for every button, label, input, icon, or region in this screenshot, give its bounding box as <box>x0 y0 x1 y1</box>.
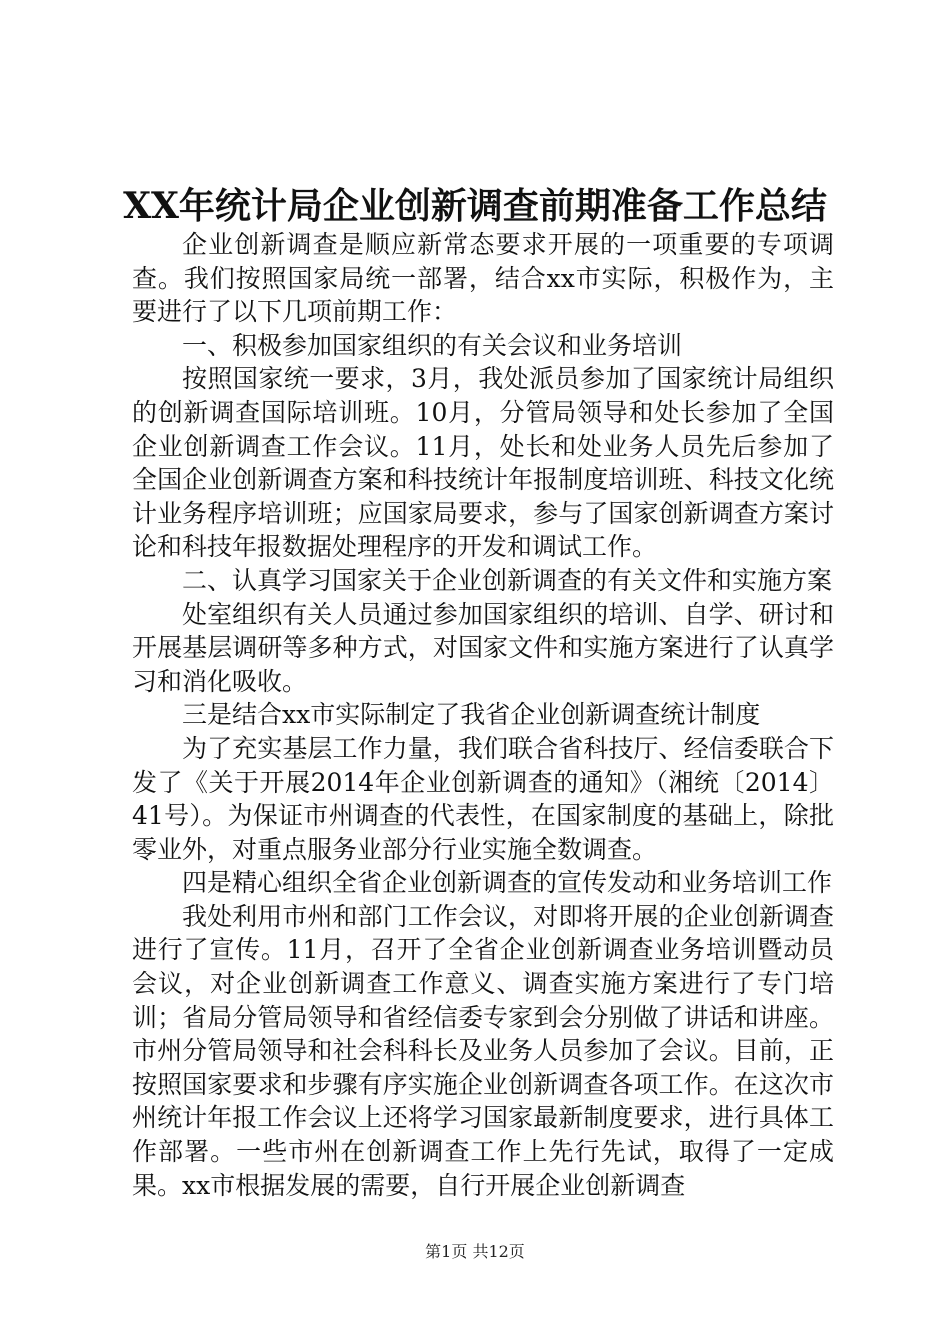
paragraph-section-2: 处室组织有关人员通过参加国家组织的培训、自学、研讨和开展基层调研等多种方式，对国家文件和实施方案进行了认真学习和消化吸收。 <box>132 599 834 696</box>
paragraph-intro: 企业创新调查是顺应新常态要求开展的一项重要的专项调查。我们按照国家局统一部署，结合xx市实际，积极作为，主要进行了以下几项前期工作： <box>132 230 834 327</box>
paragraph-section-3: 为了充实基层工作力量，我们联合省科技厅、经信委联合下发了《关于开展2014年企业创新调查的通知》（湘统〔2014〕41号）。为保证市州调查的代表性，在国家制度的基础上，除批零业外，对重点服务业部分行业实施全数调查。 <box>132 733 834 864</box>
paragraph-section-4: 我处利用市州和部门工作会议，对即将开展的企业创新调查进行了宣传。11月，召开了全省企业创新调查业务培训暨动员会议，对企业创新调查工作意义、调查实施方案进行了专门培训；省局分管局领导和省经信委专家到会分别做了讲话和讲座。市州分管局领导和社会科科长及业务人员参加了会议。目前，正按照国家要求和步骤有序实施企业创新调查各项工作。在这次市州统计年报工作会议上还将学习国家最新制度要求，进行具体工作部署。一些市州在创新调查工作上先行先试，取得了一定成果。xx市根据发展的需要，自行开展企业创新调查 <box>132 901 834 1200</box>
section-heading-1: 一、积极参加国家组织的有关会议和业务培训 <box>182 330 683 360</box>
page-number-footer: 第1页 共12页 <box>425 1242 525 1261</box>
section-heading-2: 二、认真学习国家关于企业创新调查的有关文件和实施方案 <box>182 565 833 595</box>
paragraph-section-1: 按照国家统一要求，3月，我处派员参加了国家统计局组织的创新调查国际培训班。10月，分管局领导和处长参加了全国企业创新调查工作会议。11月，处长和处业务人员先后参加了全国企业创新调查方案和科技统计年报制度培训班、科技文化统计业务程序培训班；应国家局要求，参与了国家创新调查方案讨论和科技年报数据处理程序的开发和调试工作。 <box>132 364 834 562</box>
section-heading-3: 三是结合xx市实际制定了我省企业创新调查统计制度 <box>182 700 761 730</box>
document-title: XX年统计局企业创新调查前期准备工作总结 <box>123 185 827 227</box>
section-heading-4: 四是精心组织全省企业创新调查的宣传发动和业务培训工作 <box>182 868 833 898</box>
document-body <box>132 228 834 1202</box>
